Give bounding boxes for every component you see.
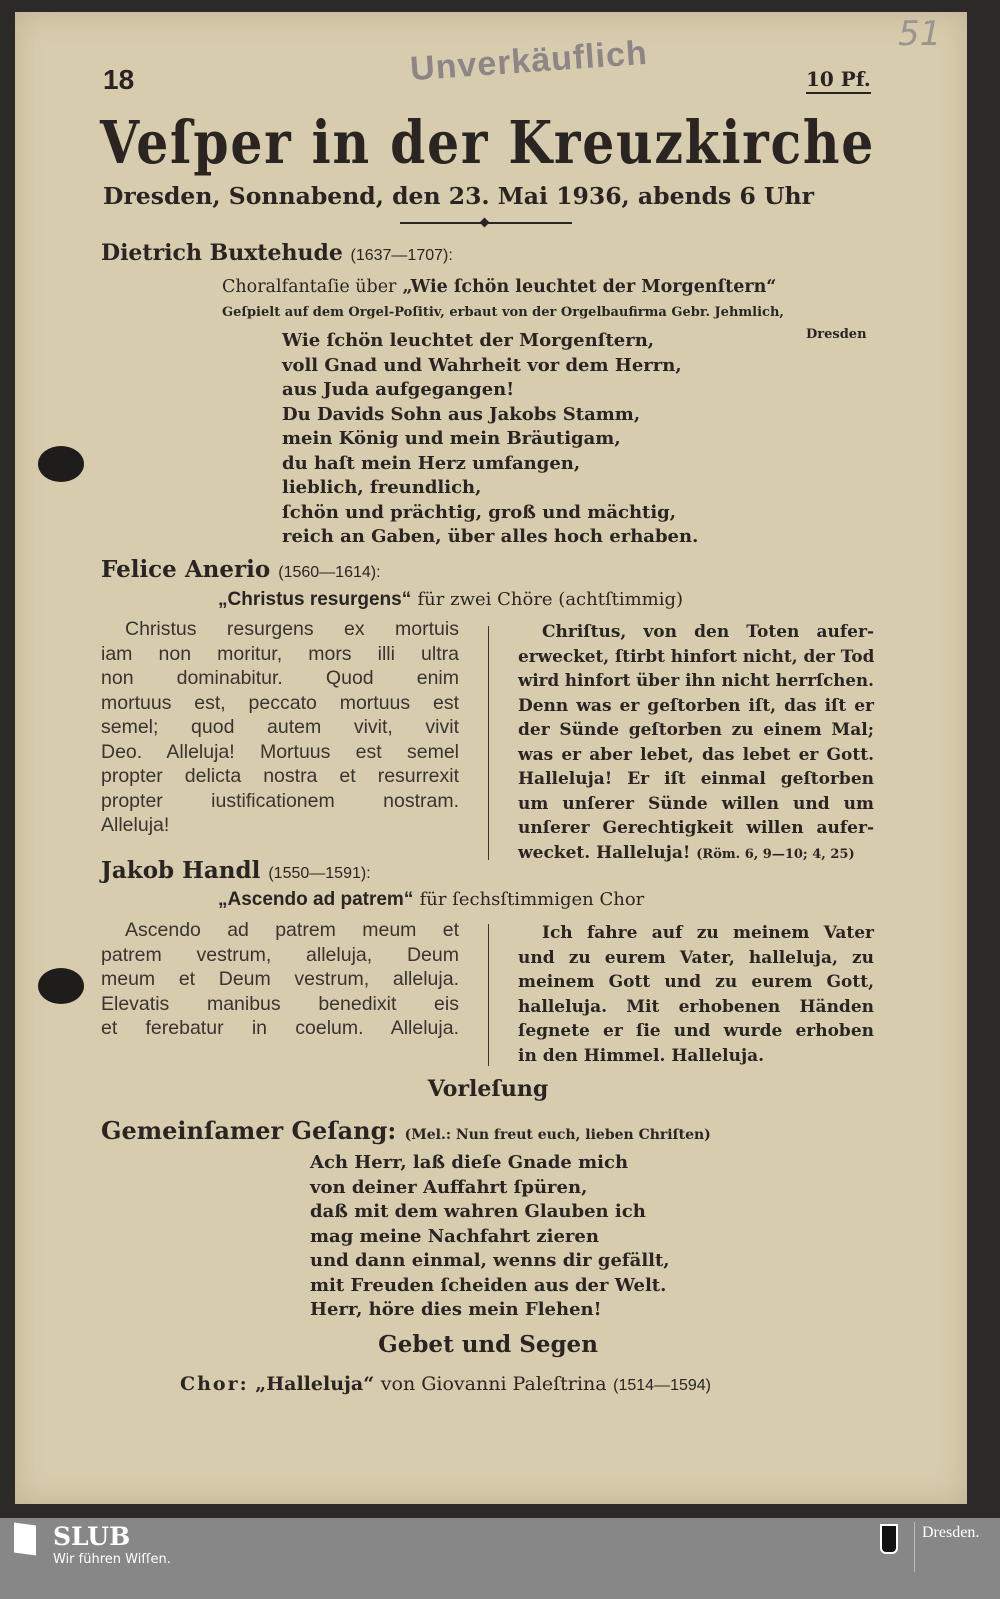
verse-line: Herr, höre dies mein Flehen! [310, 1299, 602, 1320]
text-line: der Sünde geſtorben zu einem Mal; [518, 720, 874, 740]
reading-heading: Vorleſung [427, 1076, 549, 1102]
hymn-heading: Gemeinſamer Geſang: [101, 1116, 397, 1145]
text-line: Ascendo ad patrem meum et [125, 919, 459, 941]
text-line: was er aber lebet, das lebet er Gott. [518, 744, 874, 765]
closing-line [180, 1373, 711, 1395]
text-line: patrem vestrum, alleluja, Deum [101, 943, 459, 966]
latin-text [101, 918, 459, 1041]
text-line: iam non moritur, mors illi ultra [101, 642, 459, 665]
verse-line: Du Davids Sohn aus Jakobs Stamm, [282, 403, 641, 425]
price: 10 Pf. [806, 66, 871, 94]
punch-hole [38, 446, 84, 482]
text-line: propter delicta nostra et resurrexit [101, 765, 459, 787]
text-line: et ferebatur in coelum. Alleluja. [101, 1017, 459, 1039]
text-line: unſerer Gerechtigkeit willen aufer- [518, 818, 874, 838]
composer-name: Felice Anerio [101, 556, 271, 583]
column-divider [488, 626, 489, 860]
composer-handl [101, 857, 371, 884]
verse-line: reich an Gaben, über alles hoch erhaben. [282, 526, 699, 547]
closing-prefix: Chor: [180, 1373, 249, 1395]
text-line: mortuus est, peccato mortuus est [101, 691, 459, 714]
text-line: und zu eurem Vater, halleluja, zu [518, 947, 874, 968]
verse-line: Ach Herr, laß dieſe Gnade mich [310, 1152, 629, 1173]
text-line: um unſerer Sünde willen und um [518, 793, 874, 814]
work-title: „Wie ſchön leuchtet der Morgenſtern“ [402, 277, 777, 297]
text-line: Christus resurgens ex mortuis [125, 618, 459, 640]
work-line [218, 589, 683, 611]
composer-name: Dietrich Buxtehude [101, 240, 343, 266]
closing-dates: (1514—1594) [613, 1377, 711, 1394]
work-line [222, 277, 776, 297]
text-line: wecket. Halleluja! [518, 842, 691, 863]
page-number: 18 [103, 64, 135, 95]
text-line: Alleluja! [101, 814, 170, 836]
hymn-heading-line [101, 1116, 711, 1145]
text-line: Chriſtus, von den Toten aufer- [542, 622, 874, 642]
composer-dates: (1637—1707): [350, 247, 453, 264]
german-translation [518, 921, 874, 1068]
text-line: ſegnete er ſie und wurde erhoben [518, 1021, 874, 1041]
verse-line: aus Juda aufgegangen! [282, 379, 515, 400]
work-suffix: für zwei Chöre (achtſtimmig) [417, 589, 684, 610]
subtitle: Dresden, Sonnabend, den 23. Mai 1936, abends 6 Uhr [103, 182, 814, 210]
hymn-melody: (Mel.: Nun freut euch, lieben Chriſten) [404, 1127, 711, 1143]
work-prefix: Choralfantaſie über [222, 277, 397, 297]
footer-bar [0, 1518, 1000, 1599]
latin-text [101, 617, 459, 838]
chorale-verse [282, 329, 698, 550]
verse-line: und dann einmal, wenns dir gefällt, [310, 1250, 670, 1271]
slub-logo[interactable]: SLUB [53, 1522, 131, 1551]
verse-line: lieblich, freundlich, [282, 477, 482, 498]
prayer-heading: Gebet und Segen [378, 1331, 598, 1358]
pencil-note: 51 [898, 14, 942, 54]
text-line: wird hinfort über ihn nicht herrſchen. [518, 671, 874, 691]
german-translation [518, 620, 874, 865]
text-line: erwecket, ſtirbt hinfort nicht, der Tod [518, 646, 875, 667]
composer-dates: (1550—1591): [268, 865, 371, 882]
closing-title: „Halleluja“ [255, 1373, 375, 1395]
hymn-verse [310, 1151, 670, 1323]
verse-line: mag meine Nachfahrt zieren [310, 1225, 599, 1247]
text-line: halleluja. Mit erhobenen Händen [518, 996, 874, 1017]
composer-anerio [101, 556, 381, 583]
slub-tagline: Wir führen Wiſſen. [53, 1552, 171, 1567]
logo-divider [914, 1522, 915, 1572]
dresden-logo[interactable]: Dresden. [922, 1524, 980, 1541]
work-title: „Ascendo ad patrem“ [218, 889, 414, 910]
verse-line: von deiner Auffahrt ſpüren, [310, 1176, 588, 1198]
bible-reference: (Röm. 6, 9—10; 4, 25) [696, 846, 855, 862]
verse-line: voll Gnad und Wahrheit vor dem Herrn, [282, 354, 682, 376]
work-suffix: für ſechsſtimmigen Chor [419, 889, 645, 910]
verse-line: du haſt mein Herz umfangen, [282, 452, 581, 474]
work-title: „Christus resurgens“ [218, 589, 412, 610]
text-line: Elevatis manibus benedixit eis [101, 992, 459, 1015]
text-line: Halleluja! Er iſt einmal geſtorben [518, 769, 874, 789]
unverkaeuflich-stamp: Unverkäuflich [408, 33, 649, 89]
column-divider [488, 924, 489, 1066]
page-title: Veſper in der Kreuzkirche [100, 108, 875, 177]
last-line-with-reference [518, 841, 874, 866]
verse-line: daß mit dem wahren Glauben ich [310, 1201, 646, 1222]
composer-buxtehude [101, 240, 453, 266]
performance-note: Geſpielt auf dem Orgel-Poſitiv, erbaut von der Orgelbaufirma Gebr. Jehmlich, [222, 305, 784, 320]
punch-hole [38, 968, 84, 1004]
slub-book-icon [14, 1522, 36, 1555]
text-line: propter iustificationem nostram. [101, 789, 459, 812]
dresden-coat-of-arms-icon [880, 1524, 898, 1554]
verse-line: Wie ſchön leuchtet der Morgenſtern, [282, 330, 655, 351]
verse-line: ſchön und prächtig, groß und mächtig, [282, 501, 677, 523]
composer-name: Jakob Handl [101, 857, 261, 884]
closing-composer: von Giovanni Paleſtrina [380, 1373, 607, 1395]
performance-note-city: Dresden [806, 327, 867, 342]
text-line: Ich fahre auf zu meinem Vater [542, 923, 874, 943]
text-line: in den Himmel. Halleluja. [518, 1045, 765, 1066]
composer-dates: (1560—1614): [278, 564, 381, 581]
verse-line: mit Freuden ſcheiden aus der Welt. [310, 1274, 667, 1296]
text-line: meum et Deum vestrum, alleluja. [101, 968, 459, 990]
work-line [218, 889, 644, 911]
verse-line: mein König und mein Bräutigam, [282, 428, 621, 449]
text-line: Deo. Alleluja! Mortuus est semel [101, 740, 459, 763]
text-line: semel; quod autem vivit, vivit [101, 716, 459, 738]
text-line: Denn was er geſtorben iſt, das iſt er [518, 695, 874, 716]
text-line: meinem Gott und zu eurem Gott, [518, 972, 874, 992]
text-line: non dominabitur. Quod enim [101, 667, 459, 689]
